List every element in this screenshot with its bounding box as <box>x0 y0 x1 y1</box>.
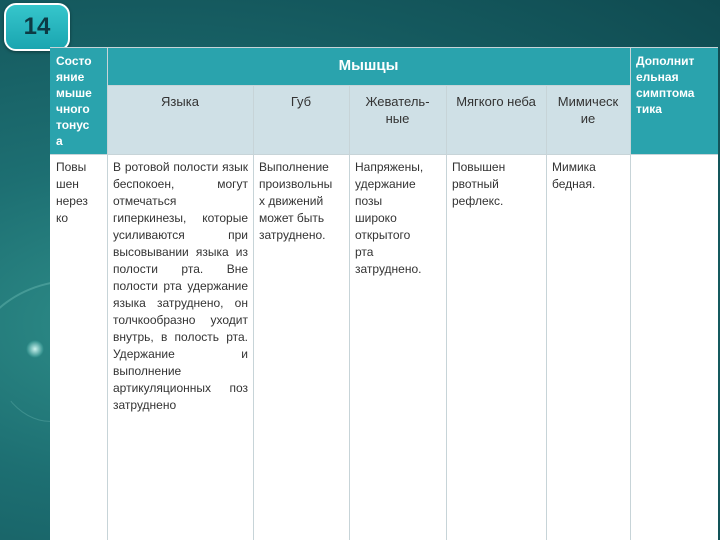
grid-line-col5 <box>546 85 547 540</box>
cell-chewing: Напряжены, удержание позы широко открытого рта затруднено. <box>355 160 424 276</box>
grid-line-group <box>107 85 630 86</box>
column-header-additional: Дополнит ельная симптома тика <box>636 54 695 116</box>
subheader-lips: Губ <box>290 94 312 109</box>
subheader-tongue: Языка <box>161 94 199 109</box>
grid-line-col3 <box>349 85 350 540</box>
subheader-soft-palate: Мягкого неба <box>456 94 536 109</box>
column-group-header-muscles: Мышцы <box>338 57 399 74</box>
column-header-state: Состо яние мыше чного тонус а <box>56 54 92 148</box>
cell-lips: Выполнение произвольны х движений может быть затруднено. <box>259 160 333 242</box>
decorative-glow <box>26 340 44 358</box>
cell-mimic: Мимика бедная. <box>552 160 596 191</box>
grid-line-col4 <box>446 85 447 540</box>
grid-line-top <box>50 47 718 48</box>
subheader-chewing: Жеватель- ные <box>365 94 430 126</box>
grid-line-col6 <box>630 47 631 540</box>
muscle-tone-table <box>50 47 718 540</box>
grid-line-header <box>50 154 718 155</box>
subheader-mimic: Мимическ ие <box>557 94 619 126</box>
cell-soft-palate: Повышен рвотный рефлекс. <box>452 160 506 208</box>
grid-line-col2 <box>253 85 254 540</box>
slide-number: 14 <box>23 13 51 40</box>
grid-line-col1 <box>107 47 108 540</box>
cell-tongue: В ротовой полости язык беспокоен, могут отмечаться гиперкинезы, которые усиливаются при высовывании языка из полости рта. Вне полости рта удержание языка затруднено, он толчкообразно уходит внутрь, в полость рта. Удержание и выполнение артикуляционных поз затруднено <box>113 160 248 412</box>
cell-state-value: Повы шен нерез ко <box>56 160 88 225</box>
slide-number-badge <box>4 3 70 51</box>
